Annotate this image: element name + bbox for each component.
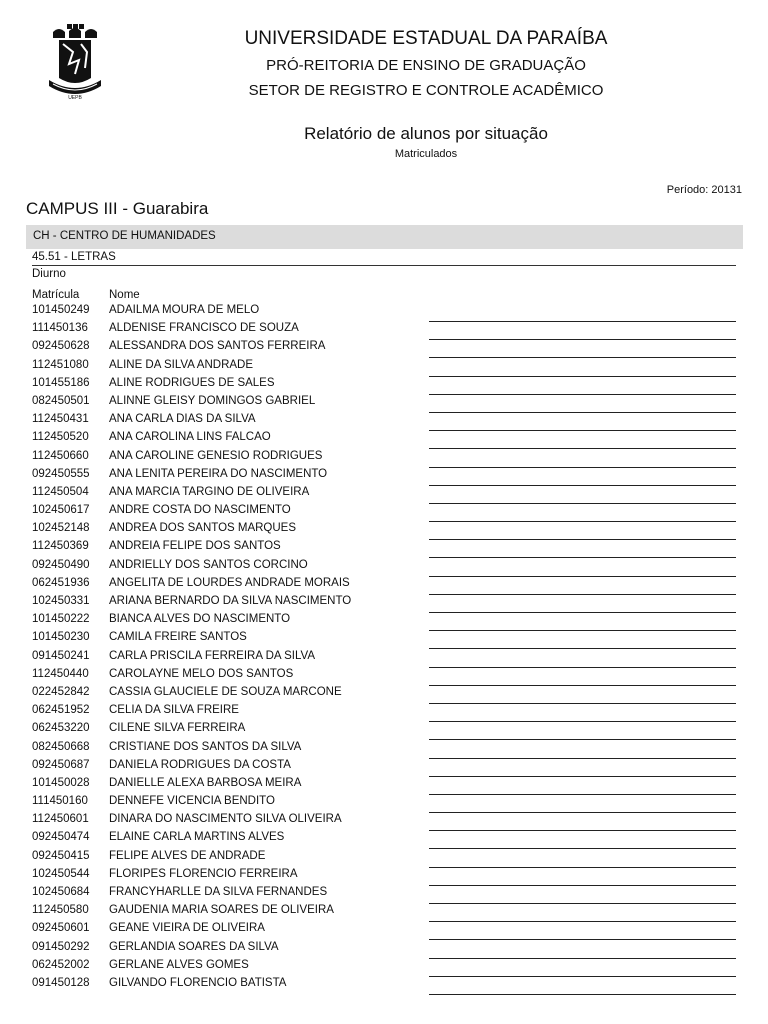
table-row	[0, 304, 768, 322]
student-nome: GERLANE ALVES GOMES	[109, 958, 249, 971]
table-row	[0, 595, 768, 613]
table-row	[0, 941, 768, 959]
table-row	[0, 359, 768, 377]
student-matricula: 112450601	[32, 813, 89, 826]
student-matricula: 091450241	[32, 649, 90, 662]
report-title: Relatório de alunos por situação	[304, 124, 548, 143]
student-nome: ELAINE CARLA MARTINS ALVES	[109, 831, 285, 844]
student-matricula: 102450544	[32, 867, 90, 880]
student-matricula: 092450415	[32, 849, 90, 862]
university-name: UNIVERSIDADE ESTADUAL DA PARAÍBA	[244, 28, 608, 49]
student-matricula: 092450555	[32, 467, 90, 480]
campus-title: CAMPUS III - Guarabira	[26, 199, 209, 218]
student-nome: CILENE SILVA FERREIRA	[109, 722, 246, 735]
student-nome: ANA LENITA PEREIRA DO NASCIMENTO	[109, 467, 328, 480]
student-matricula: 112450504	[32, 485, 89, 498]
student-matricula: 062451952	[32, 704, 90, 717]
student-nome: ALINE RODRIGUES DE SALES	[109, 376, 275, 389]
student-matricula: 022452842	[32, 685, 90, 698]
table-row	[0, 922, 768, 940]
center-name: CH - CENTRO DE HUMANIDADES	[33, 230, 216, 242]
student-nome: DINARA DO NASCIMENTO SILVA OLIVEIRA	[109, 813, 342, 826]
center-header-bar	[26, 225, 743, 249]
course-name: 45.51 - LETRAS	[32, 251, 116, 263]
student-matricula: 111450160	[32, 795, 88, 808]
table-row	[0, 795, 768, 813]
column-header-nome: Nome	[109, 289, 140, 301]
student-nome: ANA MARCIA TARGINO DE OLIVEIRA	[109, 485, 310, 498]
student-matricula: 102450331	[32, 595, 90, 607]
student-nome: FLORIPES FLORENCIO FERREIRA	[109, 867, 298, 880]
period-label: Período: 20131	[666, 184, 742, 196]
student-matricula: 092450474	[32, 831, 90, 844]
table-row	[0, 759, 768, 777]
table-row	[0, 650, 768, 668]
table-row	[0, 468, 768, 486]
university-logo	[45, 22, 105, 102]
student-matricula: 101450028	[32, 776, 90, 789]
student-nome: GAUDENIA MARIA SOARES DE OLIVEIRA	[109, 904, 334, 917]
student-nome: ALESSANDRA DOS SANTOS FERREIRA	[109, 340, 326, 353]
table-row	[0, 850, 768, 868]
table-row	[0, 504, 768, 522]
student-matricula: 082450668	[32, 740, 90, 753]
student-nome: ADAILMA MOURA DE MELO	[109, 304, 260, 316]
student-matricula: 102452148	[32, 522, 90, 535]
student-matricula: 112450580	[32, 904, 89, 917]
student-matricula: 102450684	[32, 886, 90, 898]
student-matricula: 112450520	[32, 431, 89, 444]
table-row	[0, 559, 768, 577]
table-row	[0, 486, 768, 504]
student-matricula: 102450617	[32, 504, 90, 517]
student-list	[0, 304, 768, 995]
student-nome: ANGELITA DE LOURDES ANDRADE MORAIS	[109, 576, 350, 589]
student-matricula: 062452002	[32, 958, 90, 971]
student-nome: ANA CAROLINA LINS FALCAO	[109, 431, 271, 444]
report-subtitle: Matriculados	[394, 148, 458, 160]
student-nome: ALINNE GLEISY DOMINGOS GABRIEL	[109, 394, 316, 407]
table-row	[0, 868, 768, 886]
student-nome: CAMILA FREIRE SANTOS	[109, 631, 247, 644]
signature-line	[429, 994, 736, 995]
student-nome: ARIANA BERNARDO DA SILVA NASCIMENTO	[109, 595, 352, 607]
table-row	[0, 977, 768, 995]
column-header-matricula: Matrícula	[32, 289, 80, 301]
student-matricula: 112450660	[32, 449, 89, 462]
table-row	[0, 886, 768, 904]
table-row	[0, 904, 768, 922]
student-nome: GERLANDIA SOARES DA SILVA	[109, 940, 279, 953]
student-nome: ALDENISE FRANCISCO DE SOUZA	[109, 322, 299, 335]
student-matricula: 112450440	[32, 667, 89, 680]
student-nome: CASSIA GLAUCIELE DE SOUZA MARCONE	[109, 685, 342, 698]
student-nome: ANA CARLA DIAS DA SILVA	[109, 413, 256, 426]
student-nome: DANIELA RODRIGUES DA COSTA	[109, 758, 291, 771]
student-nome: ANDREA DOS SANTOS MARQUES	[109, 522, 297, 535]
student-nome: ANDRIELLY DOS SANTOS CORCINO	[109, 558, 308, 571]
student-nome: ANDREIA FELIPE DOS SANTOS	[109, 540, 281, 553]
student-matricula: 092450601	[32, 922, 90, 935]
student-nome: ANDRE COSTA DO NASCIMENTO	[109, 504, 291, 517]
table-row	[0, 631, 768, 649]
table-row	[0, 431, 768, 449]
student-nome: DENNEFE VICENCIA BENDITO	[109, 795, 275, 808]
student-matricula: 101455186	[32, 376, 90, 389]
student-nome: ANA CAROLINE GENESIO RODRIGUES	[109, 449, 323, 462]
student-nome: DANIELLE ALEXA BARBOSA MEIRA	[109, 776, 302, 789]
course-divider	[32, 265, 736, 266]
student-nome: FELIPE ALVES DE ANDRADE	[109, 849, 266, 862]
table-row	[0, 377, 768, 395]
table-row	[0, 340, 768, 358]
student-nome: CRISTIANE DOS SANTOS DA SILVA	[109, 740, 302, 753]
student-matricula: 092450628	[32, 340, 90, 353]
table-row	[0, 741, 768, 759]
student-matricula: 112451080	[32, 358, 89, 371]
student-nome: CARLA PRISCILA FERREIRA DA SILVA	[109, 649, 316, 662]
table-row	[0, 322, 768, 340]
student-matricula: 082450501	[32, 394, 90, 407]
table-row	[0, 577, 768, 595]
student-matricula: 062453220	[32, 722, 90, 735]
student-nome: ALINE DA SILVA ANDRADE	[109, 358, 254, 371]
setor-name: SETOR DE REGISTRO E CONTROLE ACADÊMICO	[248, 82, 604, 99]
shift-label: Diurno	[32, 268, 66, 280]
svg-text:UEPB: UEPB	[68, 95, 82, 101]
table-row	[0, 613, 768, 631]
student-matricula: 091450292	[32, 940, 90, 953]
student-matricula: 111450136	[32, 322, 88, 335]
student-nome: BIANCA ALVES DO NASCIMENTO	[109, 613, 291, 626]
student-matricula: 092450687	[32, 758, 90, 771]
student-nome: CAROLAYNE MELO DOS SANTOS	[109, 667, 294, 680]
student-matricula: 101450222	[32, 613, 90, 626]
table-row	[0, 813, 768, 831]
student-matricula: 091450128	[32, 976, 90, 989]
student-matricula: 101450249	[32, 304, 90, 316]
table-row	[0, 704, 768, 722]
student-nome: GEANE VIEIRA DE OLIVEIRA	[109, 922, 265, 935]
student-nome: CELIA DA SILVA FREIRE	[109, 704, 239, 717]
table-row	[0, 686, 768, 704]
table-row	[0, 668, 768, 686]
student-matricula: 112450431	[32, 413, 89, 426]
table-row	[0, 450, 768, 468]
student-matricula: 112450369	[32, 540, 89, 553]
student-matricula: 101450230	[32, 631, 90, 644]
table-row	[0, 522, 768, 540]
student-matricula: 062451936	[32, 576, 90, 589]
table-row	[0, 395, 768, 413]
table-row	[0, 831, 768, 849]
table-row	[0, 413, 768, 431]
table-row	[0, 959, 768, 977]
table-row	[0, 722, 768, 740]
table-row	[0, 540, 768, 558]
table-row	[0, 777, 768, 795]
student-nome: GILVANDO FLORENCIO BATISTA	[109, 976, 287, 989]
student-matricula: 092450490	[32, 558, 90, 571]
student-nome: FRANCYHARLLE DA SILVA FERNANDES	[109, 886, 328, 898]
pro-reitoria-name: PRÓ-REITORIA DE ENSINO DE GRADUAÇÃO	[266, 57, 586, 74]
